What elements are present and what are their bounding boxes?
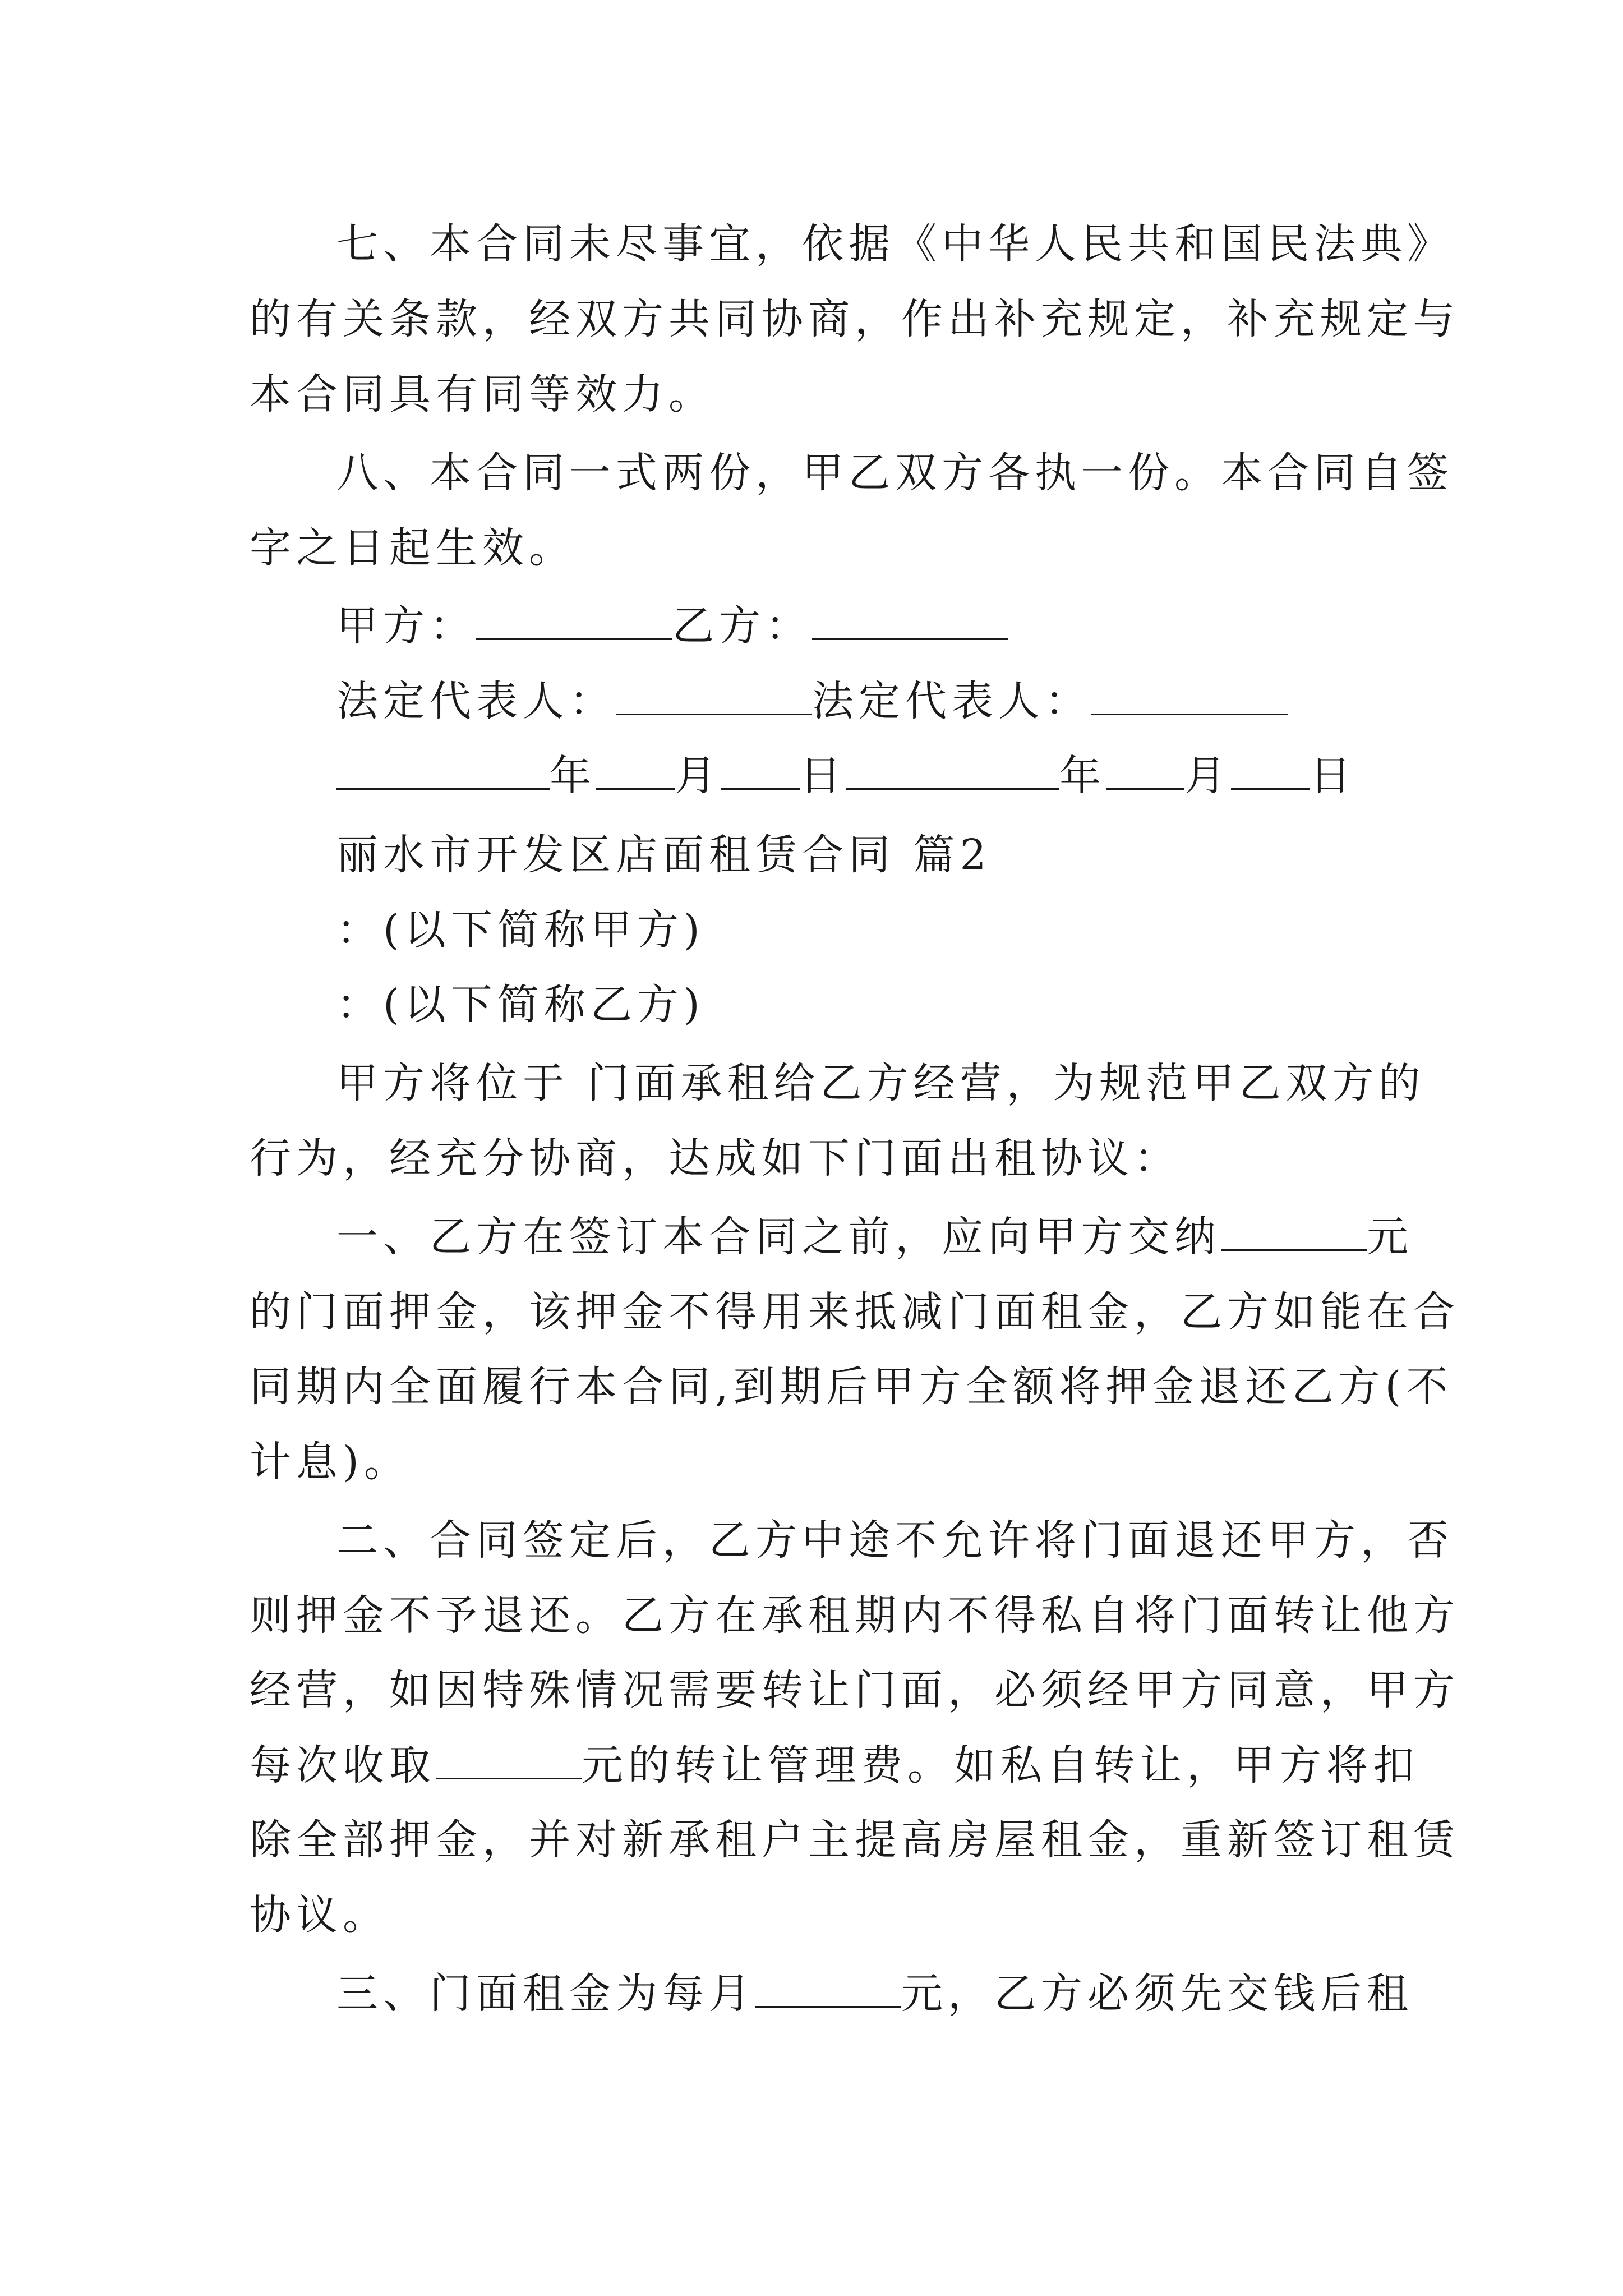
clause-1-line-4: 计息)。 — [250, 1438, 411, 1486]
party-a-definition: ：(以下简称甲方) — [336, 906, 705, 954]
clause-1-text-b: 元 — [1367, 1213, 1413, 1261]
clause-8-line-2: 字之日起生效。 — [250, 524, 575, 572]
clause-3-text-b: 元，乙方必须先交钱后租 — [901, 1970, 1413, 2018]
date-b-month: 月 — [1184, 752, 1231, 800]
date-a-month: 月 — [675, 752, 721, 800]
date-b-day: 日 — [1310, 752, 1356, 800]
clause-2-line-1: 二、合同签定后，乙方中途不允许将门面退还甲方，否 — [336, 1516, 1454, 1565]
signature-date-line — [336, 748, 1356, 804]
party-a-label: 甲方： — [336, 602, 476, 650]
date-b-month-blank — [1106, 751, 1184, 790]
date-a-day: 日 — [800, 752, 846, 800]
party-b-definition: ：(以下简称乙方) — [336, 981, 705, 1029]
date-a-year-blank — [336, 751, 550, 790]
clause-7-line-3: 本合同具有同等效力。 — [250, 370, 715, 418]
party-b-blank — [812, 601, 1008, 640]
rep-a-blank — [616, 677, 812, 715]
clause-1-line-1 — [336, 1209, 1413, 1265]
clause-3-text-a: 三、门面租金为每月 — [336, 1970, 755, 2018]
section-2-title: 丽水市开发区店面租赁合同 篇2 — [336, 831, 992, 879]
date-b-year: 年 — [1059, 752, 1106, 800]
deposit-amount-blank — [1221, 1212, 1367, 1251]
clause-7-line-2: 的有关条款，经双方共同协商，作出补充规定，补充规定与 — [250, 295, 1460, 343]
intro-line-1: 甲方将位于 门面承租给乙方经营，为规范甲乙双方的 — [336, 1059, 1426, 1107]
clause-2-line-5: 除全部押金，并对新承租户主提高房屋租金，重新签订租赁 — [250, 1816, 1460, 1864]
clause-2-line-2: 则押金不予退还。乙方在承租期内不得私自将门面转让他方 — [250, 1591, 1460, 1640]
clause-3-line-1 — [336, 1966, 1413, 2022]
clause-1-text-a: 一、乙方在签订本合同之前，应向甲方交纳 — [336, 1213, 1221, 1261]
rep-b-label: 法定代表人： — [812, 677, 1091, 725]
clause-2-text-b: 元的转让管理费。如私自转让，甲方将扣 — [582, 1741, 1419, 1789]
signature-rep-line — [336, 673, 1288, 729]
date-b-day-blank — [1231, 751, 1310, 790]
date-a-day-blank — [721, 751, 800, 790]
signature-party-line — [336, 598, 1008, 654]
clause-2-line-3: 经营，如因特殊情况需要转让门面，必须经甲方同意，甲方 — [250, 1666, 1460, 1714]
rep-a-label: 法定代表人： — [336, 677, 616, 725]
party-b-label: 乙方： — [672, 602, 812, 650]
clause-8-line-1: 八、本合同一式两份，甲乙双方各执一份。本合同自签 — [336, 449, 1454, 497]
monthly-rent-blank — [755, 1969, 901, 2008]
clause-7-line-1: 七、本合同未尽事宜，依据《中华人民共和国民法典》 — [336, 220, 1454, 268]
date-b-year-blank — [846, 751, 1059, 790]
clause-2-text-a: 每次收取 — [250, 1741, 436, 1789]
date-a-year: 年 — [550, 752, 596, 800]
clause-1-line-2: 的门面押金，该押金不得用来抵减门面租金，乙方如能在合 — [250, 1288, 1460, 1336]
party-a-blank — [476, 601, 672, 640]
clause-2-line-4 — [250, 1737, 1419, 1793]
rep-b-blank — [1091, 677, 1288, 715]
clause-1-line-3: 同期内全面履行本合同,到期后甲方全额将押金退还乙方(不 — [250, 1363, 1453, 1411]
intro-line-2: 行为，经充分协商，达成如下门面出租协议： — [250, 1134, 1181, 1182]
clause-2-line-6: 协议。 — [250, 1891, 389, 1939]
date-a-month-blank — [596, 751, 675, 790]
transfer-fee-blank — [436, 1741, 582, 1779]
